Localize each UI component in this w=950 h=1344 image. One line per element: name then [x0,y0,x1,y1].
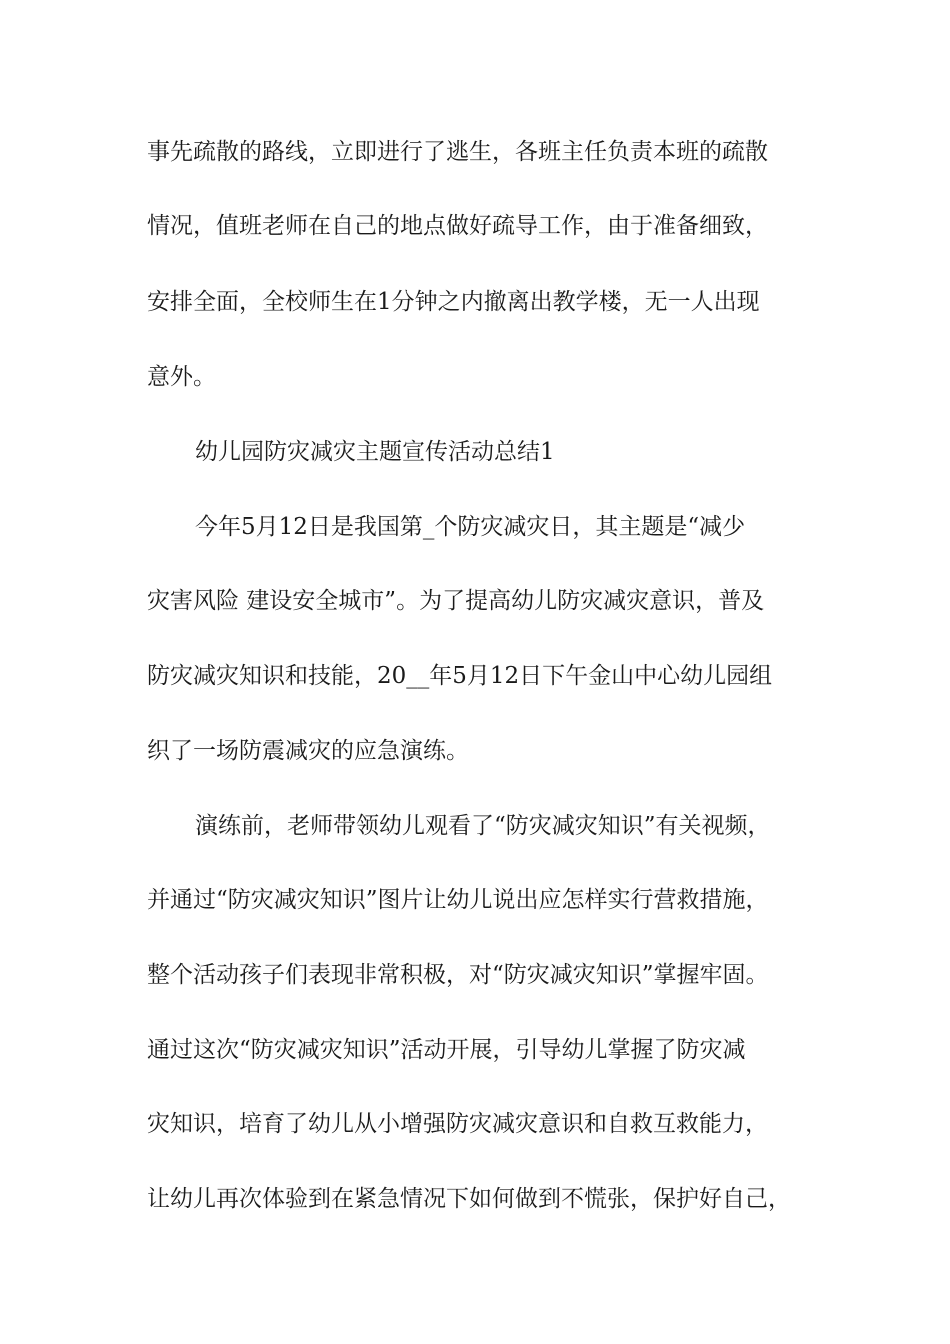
body-text-line: 灾害风险 建设安全城市”。为了提高幼儿防灾减灾意识，普及 [147,588,765,614]
body-text-line: 安排全面，全校师生在1分钟之内撤离出教学楼，无一人出现 [147,289,760,315]
body-text-line: 灾知识，培育了幼儿从小增强防灾减灾意识和自救互救能力， [147,1111,768,1137]
body-text-line: 演练前，老师带领幼儿观看了“防灾减灾知识”有关视频， [195,813,771,839]
body-text-line: 事先疏散的路线，立即进行了逃生，各班主任负责本班的疏散 [147,139,768,165]
body-text-line: 今年5月12日是我国第_个防灾减灾日，其主题是“减少 [195,514,746,540]
body-text-line: 意外。 [147,364,216,390]
body-text-line: 通过这次“防灾减灾知识”活动开展，引导幼儿掌握了防灾减 [147,1037,746,1063]
body-text-line: 并通过“防灾减灾知识”图片让幼儿说出应怎样实行营救措施， [147,887,769,913]
body-text-line: 情况，值班老师在自己的地点做好疏导工作，由于准备细致， [147,213,768,239]
body-text-line: 让幼儿再次体验到在紧急情况下如何做到不慌张，保护好自己， [147,1186,791,1212]
section-heading: 幼儿园防灾减灾主题宣传活动总结1 [195,439,555,465]
body-text-line: 整个活动孩子们表现非常积极，对“防灾减灾知识”掌握牢固。 [147,962,769,988]
body-text-line: 防灾减灾知识和技能，20__年5月12日下午金山中心幼儿园组 [147,663,773,689]
body-text-line: 织了一场防震减灾的应急演练。 [147,738,469,764]
